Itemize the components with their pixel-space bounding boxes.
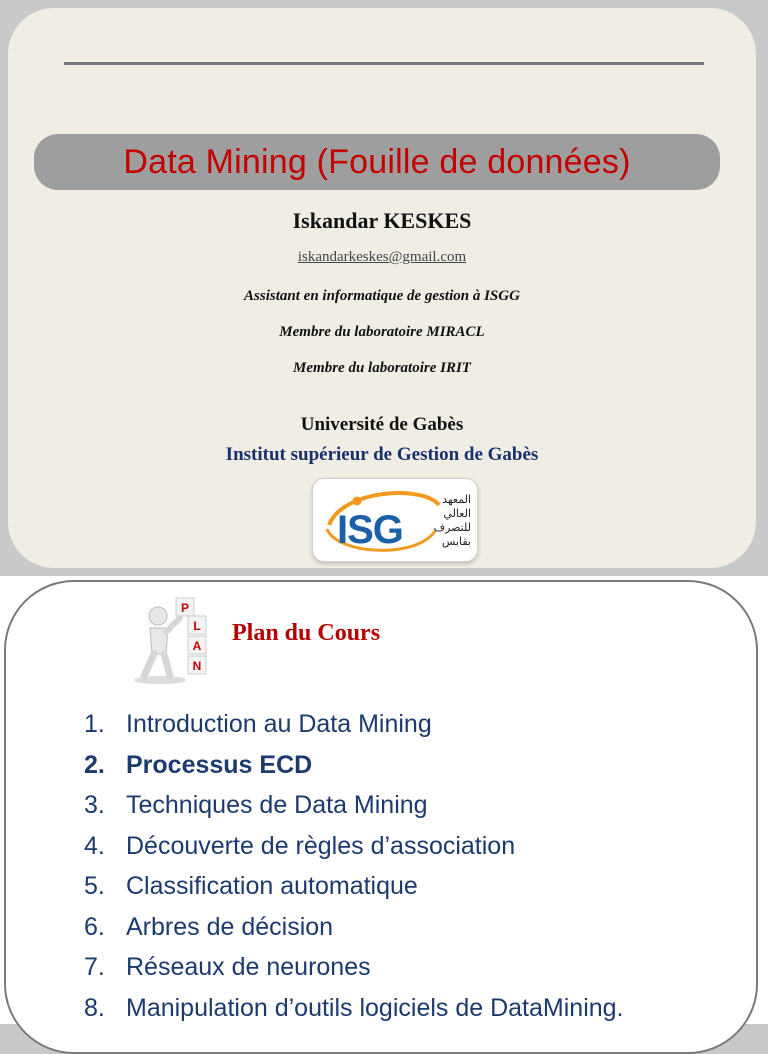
list-item [84,832,624,873]
list-item-number: 4. [84,831,105,860]
logo-arabic-line-3: للتصرف [433,521,471,534]
plan-block-a: A [192,639,202,653]
list-item [84,913,624,954]
plan-slide [0,576,768,1024]
plan-figure-icon [130,596,226,691]
logo-arabic-line-1: المعهد [442,493,471,506]
list-item-label: Réseaux de neurones [126,953,371,981]
plan-title: Plan du Cours [232,620,381,646]
author-name: Iskandar KESKES [292,208,472,233]
list-item-label: Manipulation d’outils logiciels de DataMining. [126,993,624,1022]
list-item [84,751,624,792]
author-email-link[interactable]: iskandarkeskes@gmail.com [297,249,467,265]
logo-arabic-line-2: العالي [443,507,471,520]
logo-arabic-line-4: بقابس [441,535,471,548]
list-item-number: 8. [84,993,105,1022]
plan-block-n: N [192,659,202,673]
title-slide [8,8,756,568]
top-rule [64,62,704,65]
plan-block-p: P [180,601,190,615]
list-item-number: 2. [84,750,105,779]
list-item-label: Introduction au Data Mining [126,710,432,738]
list-item-number: 6. [84,912,105,941]
list-item [84,710,624,751]
title-banner [34,134,720,190]
isg-logo [312,478,478,562]
list-item-label: Découverte de règles d’association [126,831,516,860]
list-item-number: 5. [84,872,105,900]
list-item [84,791,624,832]
list-item-label: Techniques de Data Mining [126,791,428,819]
course-outline-list [84,710,624,1034]
institute-name: Institut supérieur de Gestion de Gabès [225,444,539,465]
list-item-label: Arbres de décision [126,912,334,941]
logo-latin-text: ISG [337,508,403,552]
author-role-1: Assistant en informatique de gestion à ISGG [244,288,520,304]
list-item [84,872,624,913]
list-item [84,953,624,994]
list-item-number: 7. [84,953,105,981]
list-item [84,994,624,1035]
list-item-label: Classification automatique [126,872,418,900]
list-item-label: Processus ECD [126,750,313,779]
list-item-number: 1. [84,710,105,738]
plan-block-l: L [193,619,201,633]
author-role-3: Membre du laboratoire IRIT [293,360,471,376]
list-item-number: 3. [84,791,105,819]
university-name: Université de Gabès [300,414,464,435]
author-role-2: Membre du laboratoire MIRACL [279,324,485,340]
slide-title: Data Mining (Fouille de données) [123,142,631,181]
